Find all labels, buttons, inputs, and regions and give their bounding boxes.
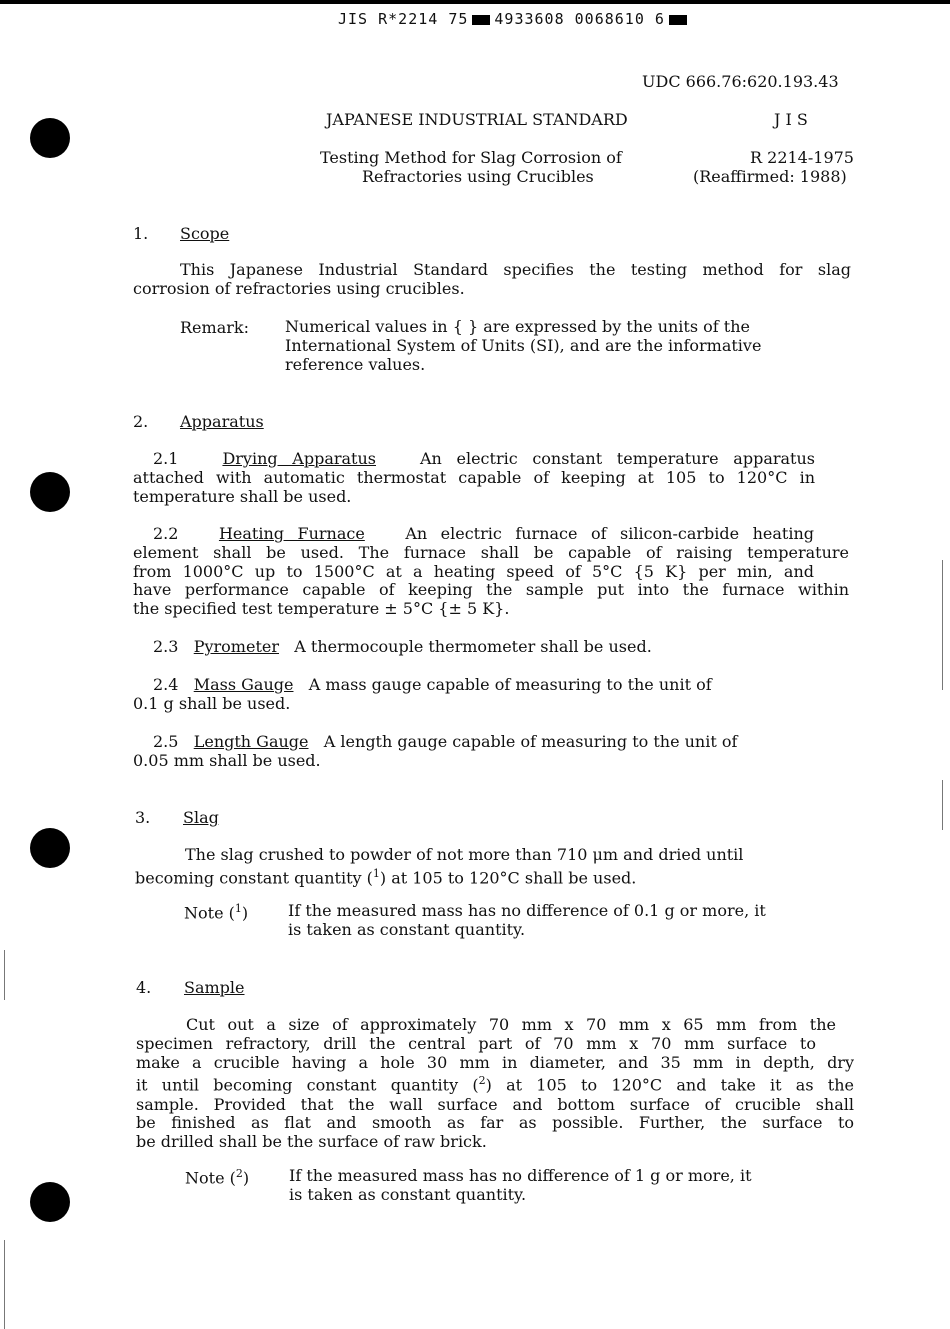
section-title-apparatus: Apparatus (180, 412, 264, 431)
clause-title: Length Gauge (193, 732, 309, 751)
clause-title: Pyrometer (193, 637, 279, 656)
clause-title: Drying Apparatus (222, 449, 376, 468)
code-line: JIS R*2214 75 4933608 0068610 6 (338, 10, 691, 28)
section-title-slag: Slag (183, 808, 219, 827)
clause-2-5: 2.5 Length Gauge A length gauge capable of measuring to the unit of 0.05 mm shall be used. (133, 732, 738, 770)
margin-mark (942, 560, 943, 690)
note-1-text: If the measured mass has no difference of 0.1 g or more, it is taken as constant quantity. (288, 901, 766, 939)
clause-2-3: 2.3 Pyrometer A thermocouple thermometer shall be used. (153, 637, 652, 656)
doc-title-line1: Testing Method for Slag Corrosion of (320, 148, 622, 167)
code-block-mark (472, 15, 490, 25)
jis-mark: J I S (774, 110, 808, 129)
margin-mark (4, 950, 5, 1000)
clause-2-1: 2.1 Drying Apparatus An electric constant temperature apparatus attached with automatic thermostat capable of keeping at 105 to 120°C in temperature shall be used. (133, 449, 815, 506)
margin-mark (4, 1240, 5, 1329)
doc-title-line2: Refractories using Crucibles (362, 167, 594, 186)
section-number: 4. (136, 978, 152, 997)
punch-hole (30, 828, 70, 868)
clause-2-4: 2.4 Mass Gauge A mass gauge capable of measuring to the unit of 0.1 g shall be used. (133, 675, 712, 713)
remark-label: Remark: (180, 318, 249, 337)
section-title-sample: Sample (184, 978, 245, 997)
note-1-label: Note ($^1$) (184, 902, 249, 923)
margin-mark (942, 780, 943, 830)
doc-number: R 2214-1975 (750, 148, 854, 167)
scope-paragraph: This Japanese Industrial Standard specifies the testing method for slag corrosion of refractories using crucibles. (133, 260, 851, 298)
section-number: 2. (133, 412, 149, 431)
udc-code: UDC 666.76:620.193.43 (642, 72, 839, 91)
punch-hole (30, 472, 70, 512)
slag-paragraph: The slag crushed to powder of not more than 710 μm and dried until becoming constant quantity ($^1$) at 105 to 120°C shall be used. (135, 845, 744, 888)
clause-title: Mass Gauge (193, 675, 294, 694)
top-rule (0, 0, 950, 4)
clause-2-2: 2.2 Heating Furnace An electric furnace of silicon-carbide heating element shall be used. The furnace shall be capable of raising temperature from 1000°C up to 1500°C at a heating speed of 5°C {5 K} per min, and have performance capable of keeping the sample put into the furnace within the specified test temperature ± 5°C {± 5 K}. (133, 524, 849, 619)
clause-title: Heating Furnace (218, 524, 365, 543)
section-number: 3. (135, 808, 151, 827)
punch-hole (30, 1182, 70, 1222)
reaffirmed-date: (Reaffirmed: 1988) (693, 167, 847, 186)
remark-text: Numerical values in { } are expressed by the units of the International System of Units (SI), and are the informative reference values. (285, 317, 762, 374)
punch-hole (30, 118, 70, 158)
section-title-scope: Scope (180, 224, 230, 243)
code-block-mark (669, 15, 687, 25)
standard-name: JAPANESE INDUSTRIAL STANDARD (326, 110, 628, 129)
note-2-label: Note ($^2$) (185, 1167, 250, 1188)
note-2-text: If the measured mass has no difference of 1 g or more, it is taken as constant quantity. (289, 1166, 752, 1204)
sample-paragraph: Cut out a size of approximately 70 mm x 70 mm x 65 mm from the specimen refractory, drill the central part of 70 mm x 70 mm surface to make a crucible having a hole 30 mm in diameter, and 35 mm in depth, dry it until becoming constant quantity ($^2$) at 105 to 120°C and take it as the sample. Provided that the wall surface and bottom surface of crucible shall be finished as flat and smooth as far as possible. Further, the surface to be drilled shall be the surface of raw brick. (136, 1015, 854, 1152)
section-number: 1. (133, 224, 149, 243)
